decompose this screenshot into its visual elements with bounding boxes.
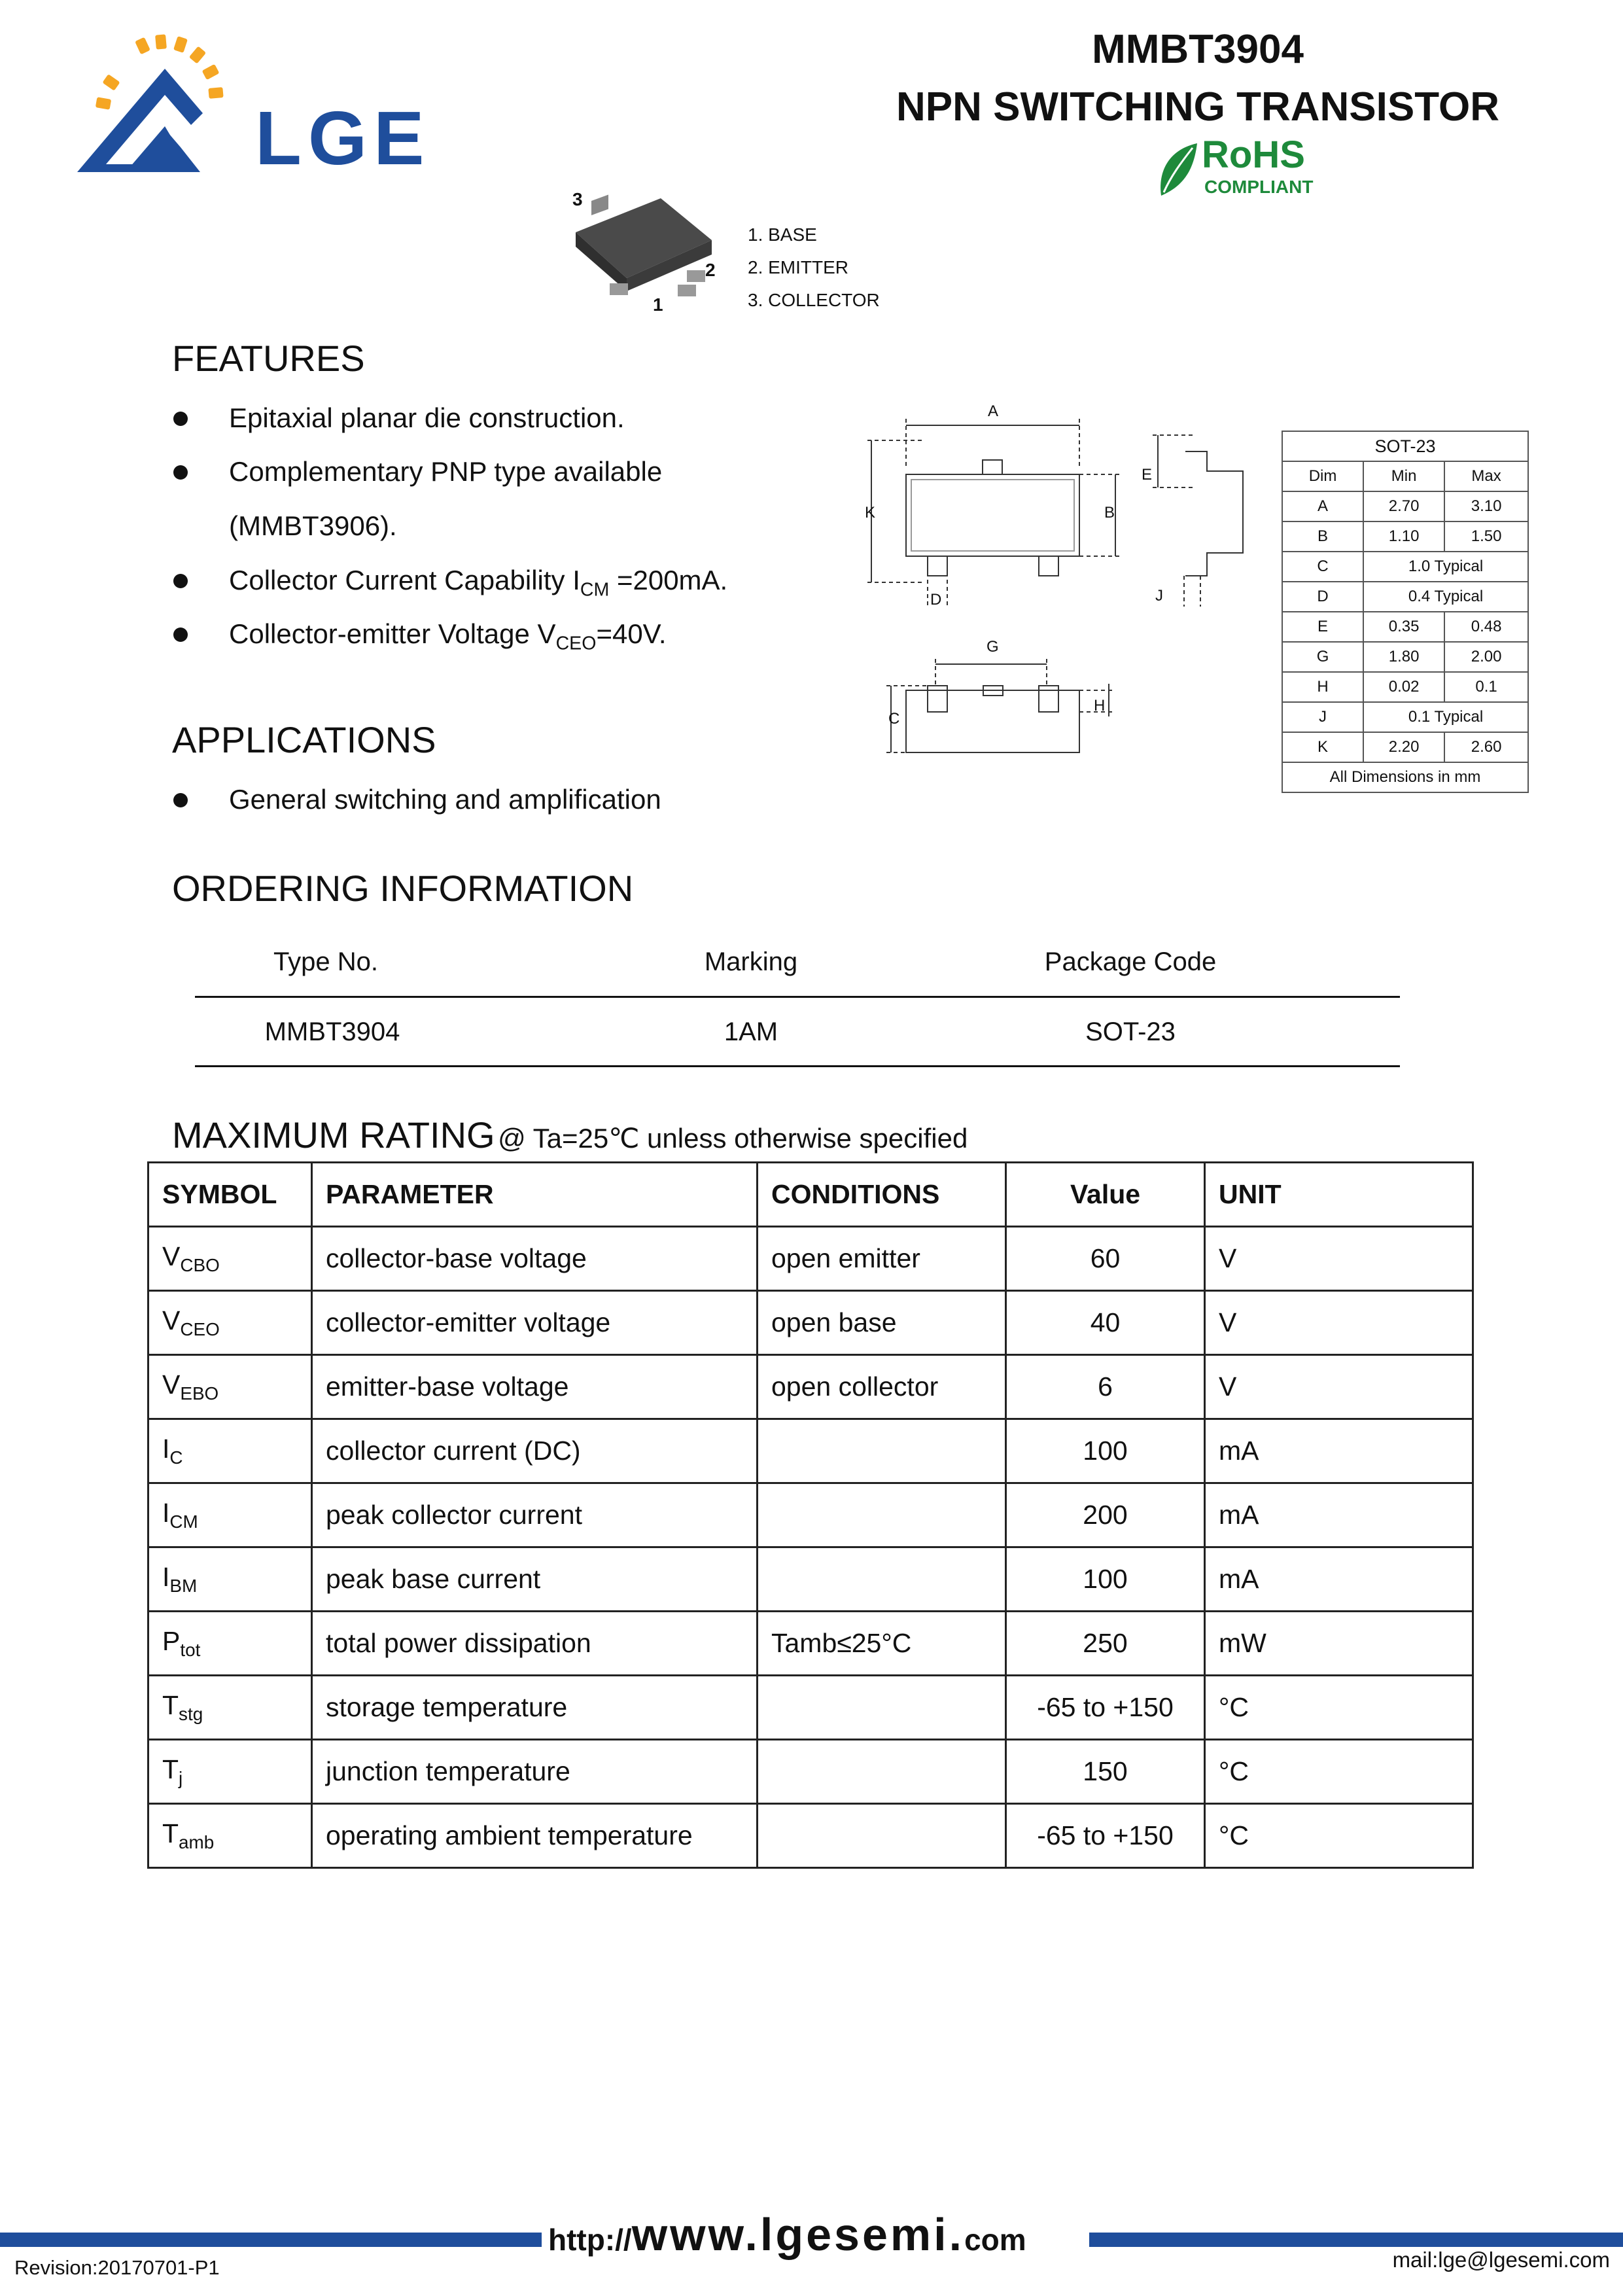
bullet-icon: [173, 627, 188, 642]
dimension-cell-dim: B: [1282, 521, 1363, 552]
dimension-cell-dim: A: [1282, 491, 1363, 521]
ordering-header-package: Package Code: [1044, 947, 1217, 976]
ordering-marking: 1AM: [724, 1017, 778, 1046]
footer-revision: Revision:20170701-P1: [14, 2256, 220, 2279]
conditions-cell: [758, 1676, 1006, 1740]
dimension-header: Min: [1363, 461, 1444, 491]
ordering-package: SOT-23: [1085, 1017, 1176, 1046]
conditions-cell: Tamb≤25°C: [758, 1612, 1006, 1676]
value-cell: -65 to +150: [1006, 1676, 1205, 1740]
value-cell: 6: [1006, 1355, 1205, 1419]
unit-cell: °C: [1205, 1740, 1473, 1804]
value-cell: 150: [1006, 1740, 1205, 1804]
dim-label-h: H: [1094, 697, 1106, 715]
header-value: Value: [1006, 1163, 1205, 1227]
symbol-cell: $T_{amb}$: [148, 1804, 312, 1868]
conditions-cell: open base: [758, 1291, 1006, 1355]
conditions-cell: [758, 1483, 1006, 1547]
dimension-row: [1282, 702, 1528, 732]
dimension-note: All Dimensions in mm: [1282, 762, 1528, 792]
ordering-table: [195, 942, 1400, 1073]
dimension-cell-dim: D: [1282, 582, 1363, 612]
dimension-cell-min: 1.80: [1363, 642, 1444, 672]
dimension-cell-min: 2.20: [1363, 732, 1444, 762]
header-conditions: CONDITIONS: [758, 1163, 1006, 1227]
pin-label-collector: 3. COLLECTOR: [748, 290, 880, 310]
conditions-cell: open collector: [758, 1355, 1006, 1419]
dimension-table-title: SOT-23: [1282, 431, 1528, 461]
dimension-cell-min: 0.02: [1363, 672, 1444, 702]
table-row: [148, 1612, 1473, 1676]
symbol-cell: $V_{CBO}$: [148, 1227, 312, 1291]
footer-bar-right: [1089, 2233, 1623, 2247]
unit-cell: °C: [1205, 1804, 1473, 1868]
value-cell: -65 to +150: [1006, 1804, 1205, 1868]
symbol-cell: $I_{BM}$: [148, 1547, 312, 1612]
ordering-divider: [195, 1065, 1400, 1067]
header-unit: UNIT: [1205, 1163, 1473, 1227]
bullet-icon: [173, 465, 188, 480]
dimension-row: [1282, 612, 1528, 642]
applications-heading: APPLICATIONS: [172, 719, 436, 760]
dim-label-c: C: [888, 710, 900, 728]
max-rating-heading: MAXIMUM RATING @ Ta=25℃ unless otherwise specified: [172, 1114, 968, 1156]
table-row: [148, 1676, 1473, 1740]
dim-label-g: G: [986, 638, 999, 656]
features-heading: FEATURES: [172, 338, 365, 379]
ordering-divider: [195, 996, 1400, 998]
max-rating-header-row: [148, 1163, 1473, 1227]
footer-email: mail:lge@lgesemi.com: [1392, 2248, 1610, 2272]
package-outline-drawing: [850, 396, 1269, 762]
dimension-cell-typ: 1.0 Typical: [1363, 552, 1528, 582]
dimension-table: [1282, 431, 1529, 793]
ordering-heading: ORDERING INFORMATION: [172, 868, 634, 909]
value-cell: 60: [1006, 1227, 1205, 1291]
parameter-cell: storage temperature: [312, 1676, 758, 1740]
logo-mark-icon: [72, 29, 236, 180]
table-row: [148, 1740, 1473, 1804]
leaf-icon: [1155, 140, 1200, 199]
footer-bar-left: [0, 2233, 542, 2247]
pin-label-emitter: 2. EMITTER: [748, 257, 849, 277]
dimension-cell-max: 2.60: [1444, 732, 1528, 762]
parameter-cell: operating ambient temperature: [312, 1804, 758, 1868]
parameter-cell: collector current (DC): [312, 1419, 758, 1483]
dimension-row: [1282, 582, 1528, 612]
dimension-row: [1282, 642, 1528, 672]
parameter-cell: peak collector current: [312, 1483, 758, 1547]
max-rating-table: [147, 1161, 1474, 1869]
unit-cell: mA: [1205, 1419, 1473, 1483]
bullet-icon: [173, 574, 188, 588]
sot23-package-icon: [563, 186, 733, 317]
symbol-cell: $T_j$: [148, 1740, 312, 1804]
value-cell: 100: [1006, 1419, 1205, 1483]
dimension-row: [1282, 491, 1528, 521]
ordering-header-type: Type No.: [273, 947, 379, 976]
dimension-cell-min: 2.70: [1363, 491, 1444, 521]
dim-label-e: E: [1142, 466, 1153, 484]
dimension-cell-max: 2.00: [1444, 642, 1528, 672]
pin-number-2: 2: [705, 260, 716, 280]
unit-cell: °C: [1205, 1676, 1473, 1740]
dimension-cell-dim: K: [1282, 732, 1363, 762]
table-row: [148, 1804, 1473, 1868]
conditions-cell: [758, 1740, 1006, 1804]
unit-cell: V: [1205, 1227, 1473, 1291]
conditions-cell: [758, 1419, 1006, 1483]
parameter-cell: peak base current: [312, 1547, 758, 1612]
logo-text: LGE: [255, 96, 431, 181]
dim-label-d: D: [930, 591, 942, 609]
symbol-cell: $P_{tot}$: [148, 1612, 312, 1676]
unit-cell: V: [1205, 1291, 1473, 1355]
dimension-cell-dim: J: [1282, 702, 1363, 732]
symbol-cell: $I_{CM}$: [148, 1483, 312, 1547]
table-row: [148, 1547, 1473, 1612]
bullet-icon: [173, 793, 188, 807]
dimension-cell-dim: E: [1282, 612, 1363, 642]
package-illustration: [563, 186, 733, 317]
symbol-cell: $I_C$: [148, 1419, 312, 1483]
conditions-cell: [758, 1547, 1006, 1612]
conditions-cell: open emitter: [758, 1227, 1006, 1291]
ordering-type: MMBT3904: [264, 1017, 400, 1046]
dimension-cell-min: 0.35: [1363, 612, 1444, 642]
header-parameter: PARAMETER: [312, 1163, 758, 1227]
dim-label-a: A: [988, 402, 999, 420]
footer-website: http://www.lgesemi.com: [548, 2209, 1026, 2260]
rohs-mark: RoHS: [1202, 133, 1305, 176]
dimension-cell-max: 1.50: [1444, 521, 1528, 552]
dimension-cell-min: 1.10: [1363, 521, 1444, 552]
symbol-cell: $T_{stg}$: [148, 1676, 312, 1740]
dimension-row: [1282, 732, 1528, 762]
dimension-row: [1282, 552, 1528, 582]
parameter-cell: junction temperature: [312, 1740, 758, 1804]
header-symbol: SYMBOL: [148, 1163, 312, 1227]
dimension-drawing-icon: [850, 396, 1269, 762]
unit-cell: mW: [1205, 1612, 1473, 1676]
unit-cell: mA: [1205, 1483, 1473, 1547]
dimension-header: Dim: [1282, 461, 1363, 491]
dimension-row: [1282, 672, 1528, 702]
pin-label-base: 1. BASE: [748, 224, 817, 245]
part-number: MMBT3904: [1092, 27, 1304, 72]
unit-cell: V: [1205, 1355, 1473, 1419]
parameter-cell: emitter-base voltage: [312, 1355, 758, 1419]
value-cell: 100: [1006, 1547, 1205, 1612]
table-row: [148, 1227, 1473, 1291]
rohs-compliant: COMPLIANT: [1204, 177, 1314, 197]
symbol-cell: $V_{CEO}$: [148, 1291, 312, 1355]
dim-label-b: B: [1104, 504, 1115, 521]
dimension-row: [1282, 521, 1528, 552]
part-title: NPN SWITCHING TRANSISTOR: [896, 84, 1499, 130]
parameter-cell: total power dissipation: [312, 1612, 758, 1676]
parameter-cell: collector-base voltage: [312, 1227, 758, 1291]
value-cell: 200: [1006, 1483, 1205, 1547]
bullet-icon: [173, 412, 188, 426]
dimension-cell-max: 3.10: [1444, 491, 1528, 521]
table-row: [148, 1291, 1473, 1355]
dimension-cell-dim: C: [1282, 552, 1363, 582]
dimension-cell-typ: 0.4 Typical: [1363, 582, 1528, 612]
ordering-header-marking: Marking: [704, 947, 798, 976]
rohs-badge: [1155, 133, 1331, 201]
value-cell: 40: [1006, 1291, 1205, 1355]
company-logo: [72, 29, 478, 180]
dim-label-k: K: [865, 504, 876, 521]
dimension-cell-max: 0.48: [1444, 612, 1528, 642]
dimension-cell-dim: G: [1282, 642, 1363, 672]
dimension-cell-typ: 0.1 Typical: [1363, 702, 1528, 732]
dimension-header: Max: [1444, 461, 1528, 491]
parameter-cell: collector-emitter voltage: [312, 1291, 758, 1355]
conditions-cell: [758, 1804, 1006, 1868]
pin-number-3: 3: [572, 189, 583, 209]
table-row: [148, 1483, 1473, 1547]
symbol-cell: $V_{EBO}$: [148, 1355, 312, 1419]
pin-number-1: 1: [653, 294, 663, 315]
dim-label-j: J: [1155, 587, 1163, 605]
table-row: [148, 1419, 1473, 1483]
dimension-cell-dim: H: [1282, 672, 1363, 702]
table-row: [148, 1355, 1473, 1419]
value-cell: 250: [1006, 1612, 1205, 1676]
unit-cell: mA: [1205, 1547, 1473, 1612]
dimension-cell-max: 0.1: [1444, 672, 1528, 702]
